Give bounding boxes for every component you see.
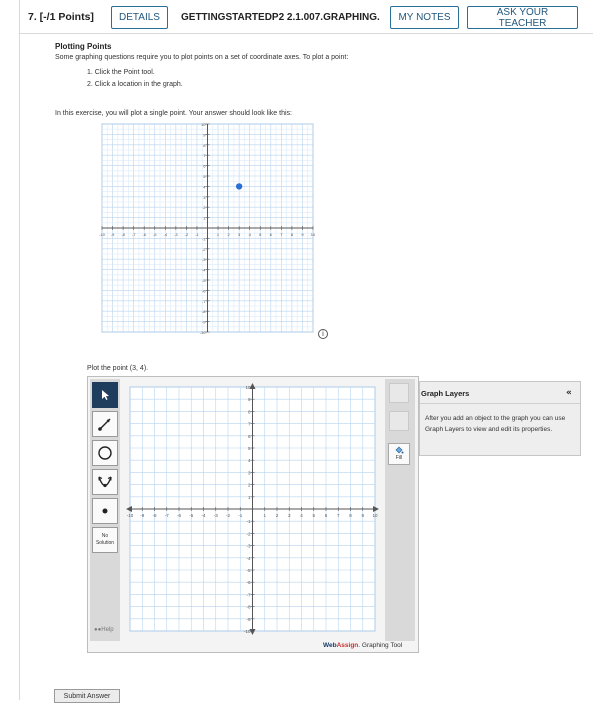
plotted-point-3-4 — [236, 183, 242, 189]
circle-icon — [97, 445, 113, 461]
x-tick-label: -7 — [131, 232, 136, 237]
y-tick-label: 5 — [247, 446, 251, 451]
y-tick-label: -9 — [246, 616, 251, 622]
circle-tool-button[interactable] — [92, 440, 118, 466]
point-tool-button[interactable] — [92, 498, 118, 524]
x-tick-label: -2 — [225, 513, 231, 518]
x-tick-label: -9 — [140, 513, 145, 518]
y-tick-label: -10 — [199, 330, 206, 335]
x-tick-label: -8 — [152, 513, 157, 518]
x-tick-label: 7 — [280, 232, 283, 237]
y-tick-label: 9 — [203, 132, 206, 138]
y-tick-label: -4 — [246, 555, 251, 561]
x-tick-label: -4 — [163, 232, 168, 237]
fill-label: Fill — [395, 455, 403, 461]
webassign-graphing-tool-logo: WebAssign. Graphing Tool — [323, 642, 403, 649]
y-tick-label: 3 — [203, 194, 206, 200]
x-tick-label: 9 — [301, 232, 304, 237]
x-tick-label: 4 — [300, 513, 303, 518]
y-tick-label: 4 — [247, 458, 251, 464]
y-tick-label: -4 — [201, 267, 206, 273]
y-tick-label: -1 — [201, 236, 206, 242]
y-tick-label: -3 — [246, 543, 251, 549]
task-prompt: Plot the point (3, 4). — [87, 365, 149, 372]
help-label: Help — [101, 627, 114, 633]
x-tick-label: 8 — [349, 513, 352, 518]
x-tick-label: 6 — [269, 232, 272, 237]
x-tick-label: -3 — [174, 232, 178, 237]
y-tick-label: 1 — [203, 215, 206, 221]
question-number: 7. [-/1 Points] — [28, 11, 94, 23]
x-tick-label: -8 — [121, 232, 125, 237]
my-notes-button[interactable]: MY NOTES — [390, 6, 459, 29]
x-tick-label: -9 — [110, 232, 115, 237]
y-tick-label: -9 — [201, 319, 206, 325]
y-tick-label: 2 — [203, 205, 206, 211]
y-tick-label: 10 — [201, 122, 206, 127]
y-tick-label: 3 — [247, 470, 251, 476]
no-solution-label-line2: Solution — [95, 540, 115, 546]
point-icon — [100, 506, 110, 516]
y-tick-label: 7 — [247, 421, 251, 427]
example-graph — [100, 122, 315, 334]
y-tick-label: 6 — [247, 433, 251, 439]
y-tick-label: 6 — [203, 163, 206, 169]
x-tick-label: 10 — [310, 232, 316, 237]
x-tick-label: 5 — [312, 513, 316, 518]
y-tick-label: -6 — [246, 580, 251, 586]
parabola-icon — [97, 474, 113, 490]
x-tick-label: 3 — [287, 513, 291, 518]
x-tick-label: 2 — [275, 513, 279, 518]
y-tick-label: 8 — [247, 409, 251, 415]
x-tick-label: 4 — [248, 232, 251, 237]
graph-layers-divider — [420, 403, 580, 404]
x-axis-arrow-left — [126, 506, 132, 512]
x-tick-label: -10 — [99, 232, 105, 237]
x-tick-label: -1 — [195, 232, 199, 237]
y-tick-label: -1 — [246, 519, 251, 525]
x-tick-label: 1 — [263, 513, 267, 518]
x-tick-label: -1 — [238, 513, 243, 518]
x-tick-label: -6 — [142, 232, 146, 237]
y-tick-label: -10 — [243, 629, 251, 634]
x-tick-label: 1 — [216, 232, 220, 237]
ask-teacher-button[interactable]: ASK YOUR TEACHER — [467, 6, 578, 29]
select-tool-button[interactable] — [92, 382, 118, 408]
x-tick-label: 10 — [372, 513, 378, 518]
y-tick-label: 10 — [245, 385, 251, 390]
y-tick-label: -8 — [246, 604, 251, 610]
x-tick-label: 7 — [336, 513, 340, 518]
collapse-layers-button[interactable]: « — [566, 388, 572, 398]
info-icon[interactable]: i — [318, 329, 328, 339]
y-tick-label: 9 — [247, 397, 251, 403]
y-tick-label: -5 — [201, 278, 206, 283]
x-tick-label: 5 — [259, 232, 262, 237]
x-tick-label: -2 — [184, 232, 189, 237]
instruction-step-1: 1. Click the Point tool. — [87, 69, 155, 76]
help-icon: ●● — [94, 627, 102, 633]
x-tick-label: 6 — [324, 513, 328, 518]
graph-layers-title: Graph Layers — [421, 389, 470, 398]
y-tick-label: -5 — [246, 568, 251, 573]
no-solution-button[interactable] — [92, 527, 118, 553]
x-tick-label: -6 — [176, 513, 182, 518]
delete-button[interactable] — [389, 411, 409, 431]
pointer-arrow-icon — [99, 389, 111, 401]
y-tick-label: 2 — [247, 482, 251, 488]
y-tick-label: -3 — [201, 257, 206, 263]
parabola-tool-button[interactable] — [92, 469, 118, 495]
x-tick-label: -5 — [189, 513, 194, 518]
fill-button[interactable] — [388, 443, 410, 465]
graph-canvas[interactable] — [124, 381, 381, 637]
paint-bucket-icon — [394, 446, 404, 455]
x-tick-label: 9 — [361, 513, 365, 518]
instructions-title: Plotting Points — [55, 42, 112, 51]
x-tick-label: 3 — [238, 232, 241, 237]
instruction-step-2: 2. Click a location in the graph. — [87, 81, 183, 88]
y-tick-label: 1 — [247, 494, 251, 500]
example-text: In this exercise, you will plot a single point. Your answer should look like this: — [55, 110, 292, 117]
y-tick-label: -8 — [201, 309, 206, 315]
y-tick-label: -7 — [201, 298, 206, 304]
y-tick-label: -2 — [246, 531, 251, 537]
details-button[interactable]: DETAILS — [111, 6, 168, 29]
x-tick-label: 8 — [290, 232, 294, 237]
x-tick-label: -3 — [213, 513, 218, 518]
x-tick-label: 2 — [227, 232, 230, 237]
y-tick-label: -7 — [246, 592, 251, 598]
x-tick-label: -7 — [164, 513, 169, 518]
copy-button[interactable] — [389, 383, 409, 403]
no-solution-label-line1: No — [101, 533, 109, 539]
x-tick-label: -10 — [126, 513, 134, 518]
help-link[interactable] — [94, 627, 114, 633]
x-axis-arrow-right — [373, 506, 379, 512]
y-tick-label: -6 — [201, 288, 206, 294]
submit-answer-button[interactable]: Submit Answer — [54, 689, 120, 703]
y-tick-label: 4 — [203, 184, 206, 190]
line-tool-button[interactable] — [92, 411, 118, 437]
graph-layers-description: After you add an object to the graph you can use Graph Layers to view and edit its properties. — [425, 415, 566, 433]
y-tick-label: -2 — [201, 246, 206, 252]
line-segment-icon — [97, 416, 113, 432]
x-tick-label: -5 — [152, 232, 157, 237]
assignment-code: GETTINGSTARTEDP2 2.1.007.GRAPHING. — [181, 12, 380, 23]
y-tick-label: 7 — [203, 153, 206, 159]
y-tick-label: 5 — [203, 174, 206, 179]
instructions-intro: Some graphing questions require you to plot points on a set of coordinate axes. To plot a point: — [55, 54, 349, 61]
y-tick-label: 8 — [203, 142, 206, 148]
x-tick-label: -4 — [201, 513, 206, 518]
